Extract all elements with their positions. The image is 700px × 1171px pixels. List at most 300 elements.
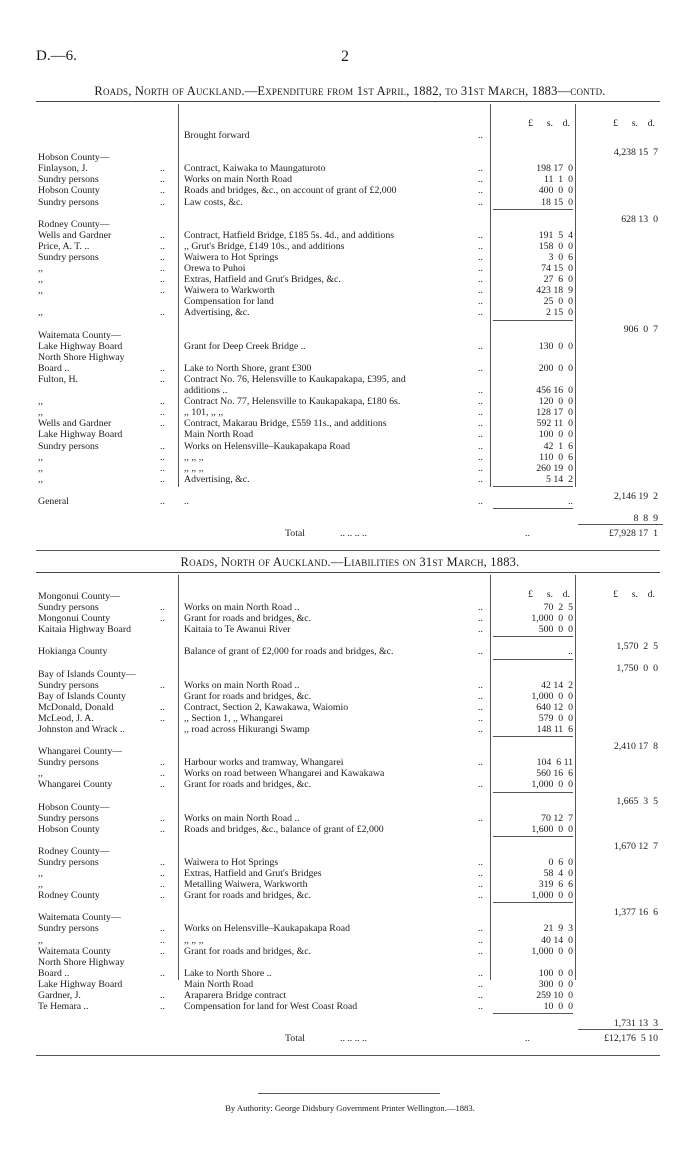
row-amount: 1,000 0 0 — [531, 779, 573, 791]
leader-dots: .. — [160, 285, 165, 297]
subtotal: 1,731 13 3 — [613, 1018, 658, 1030]
row-amount: 11 1 0 — [543, 174, 573, 186]
leader-dots: .. — [160, 462, 165, 474]
row-amount: 640 12 0 — [536, 701, 573, 713]
leader-dots: .. — [478, 396, 483, 408]
leader-dots: .. — [478, 296, 483, 308]
column-rule-amount-total — [575, 575, 576, 980]
row-description: Law costs, &c. — [184, 196, 243, 208]
row-description: Compensation for land — [184, 296, 274, 308]
col-head-shillings-total: s. — [631, 118, 638, 129]
row-name: Sundry persons — [38, 251, 99, 263]
row-name: Rodney County— — [38, 218, 110, 230]
row-name: Sundry persons — [38, 923, 99, 935]
row-amount: 1,000 0 0 — [531, 890, 573, 902]
row-description: Contract, Kaiwaka to Maungaturoto — [184, 163, 326, 175]
leader-dots: .. — [160, 473, 165, 485]
row-name: Kaitaia Highway Board — [38, 624, 132, 636]
row-name: Wells and Gardner — [38, 418, 112, 430]
total-rule — [578, 1029, 663, 1030]
row-description: Compensation for land for West Coast Road — [184, 1001, 358, 1013]
leader-dots: .. — [160, 779, 165, 791]
leader-dots: .. — [160, 712, 165, 724]
row-name: Waitemata County— — [38, 329, 121, 341]
leader-dots: .. — [160, 440, 165, 452]
subtotal-rule — [493, 1013, 573, 1014]
row-name: Waitemata County — [38, 945, 111, 957]
row-name: McLeod, J. A. — [38, 712, 94, 724]
subtotal-rule — [493, 792, 573, 793]
row-amount: 70 12 7 — [541, 812, 573, 824]
leader-dots: .. — [478, 451, 483, 463]
leader-dots: .. — [160, 240, 165, 252]
row-name: Fulton, H. — [38, 373, 79, 385]
subtotal: 1,377 16 6 — [613, 907, 658, 919]
row-description: ,, ,, ,, — [184, 934, 204, 946]
row-description: Grant for roads and bridges, &c. — [184, 613, 312, 625]
bottom-rule — [36, 1055, 660, 1056]
subtotal-rule — [493, 902, 573, 903]
row-amount: 2 15 0 — [546, 307, 573, 319]
col-head-pence: d. — [562, 589, 570, 600]
printer-imprint: By Authority: George Didsbury Government Printer Wellington.—1883. — [225, 1103, 475, 1113]
row-description: .. — [184, 495, 189, 507]
leader-dots: .. — [478, 407, 483, 419]
subtotal: 628 13 0 — [621, 213, 658, 225]
row-description: Contract, Hatfield Bridge, £185 5s. 4d., and additions — [184, 229, 395, 241]
row-amount: 27 6 0 — [543, 274, 573, 286]
row-name: General — [38, 495, 70, 507]
row-amount: 579 0 0 — [538, 712, 573, 724]
total-label: Total — [285, 528, 305, 539]
leader-dots: .. — [160, 274, 165, 286]
col-head-pence-total: d. — [647, 589, 655, 600]
row-amount: 191 5 4 — [538, 229, 573, 241]
row-amount: 100 0 0 — [538, 967, 573, 979]
leader-dots: .. — [160, 823, 165, 835]
row-description: Works on road between Whangarei and Kawakawa — [184, 768, 385, 780]
row-name: Lake Highway Board — [38, 978, 123, 990]
subtotal: 4,238 15 7 — [613, 147, 658, 158]
row-description: Main North Road — [184, 429, 254, 441]
row-amount: 130 0 0 — [538, 340, 573, 352]
leader-dots: .. — [160, 418, 165, 430]
leader-dots: .. — [160, 196, 165, 208]
row-description: Metalling Waiwera, Warkworth — [184, 879, 308, 891]
row-amount: 40 14 0 — [541, 934, 573, 946]
row-name: Price, A. T. .. — [38, 240, 90, 252]
leader-dots: .. — [160, 185, 165, 197]
row-name: ,, — [38, 263, 43, 274]
subtotal-rule — [493, 636, 573, 637]
row-amount: 0 6 0 — [548, 856, 573, 868]
row-name: Sundry persons — [38, 679, 99, 691]
leader-dots: .. — [478, 868, 483, 879]
row-name: Bay of Islands County — [38, 690, 126, 702]
leader-dots: .. — [525, 528, 530, 539]
title-rule — [36, 101, 660, 102]
col-head-pounds-total: £ — [613, 118, 618, 129]
row-description: Works on Helensville–Kaukapakapa Road — [184, 923, 350, 935]
row-name: Hokianga County — [38, 646, 108, 658]
leader-dots: .. — [160, 451, 165, 463]
leader-dots: .. — [478, 646, 483, 658]
row-amount: 319 6 6 — [538, 879, 573, 891]
row-amount: 110 0 6 — [539, 451, 573, 463]
leader-dots: .. .. .. .. — [340, 1033, 367, 1045]
leader-dots: .. — [160, 945, 165, 957]
page-number: 2 — [341, 48, 349, 65]
row-description: Balance of grant of £2,000 for roads and bridges, &c. — [184, 646, 394, 658]
leader-dots: .. — [478, 879, 483, 891]
subtotal: 2,410 17 8 — [613, 741, 658, 752]
row-name: Bay of Islands County— — [38, 668, 136, 680]
row-name: Wells and Gardner — [38, 229, 112, 241]
leader-dots: .. — [478, 340, 483, 352]
leader-dots: .. — [160, 396, 165, 408]
row-name: ,, — [38, 307, 43, 319]
row-name: Sundry persons — [38, 757, 99, 769]
leader-dots: .. — [478, 274, 483, 286]
row-description: Kaitaia to Te Awanui River — [184, 624, 291, 636]
leader-dots: .. — [478, 690, 483, 702]
leader-dots: .. — [160, 856, 165, 868]
leader-dots: .. — [478, 229, 483, 241]
leader-dots: .. — [478, 418, 483, 430]
leader-dots: .. — [478, 495, 483, 507]
row-name: Sundry persons — [38, 812, 99, 824]
row-description: Lake to North Shore .. — [184, 967, 272, 979]
leader-dots: .. — [478, 251, 483, 263]
row-description: ,, 101, ,, ,, — [184, 407, 224, 419]
leader-dots: .. — [478, 978, 483, 990]
row-description: ,, ,, ,, — [184, 462, 204, 474]
leader-dots: .. — [478, 923, 483, 935]
row-description: Grant for roads and bridges, &c. — [184, 890, 312, 902]
row-description: Works on main North Road .. — [184, 812, 300, 824]
leader-dots: .. — [160, 934, 165, 946]
leader-dots: .. — [478, 890, 483, 902]
leader-dots: .. — [478, 285, 483, 297]
row-name: Board .. — [38, 967, 70, 979]
row-amount: 21 9 3 — [543, 923, 573, 935]
row-name: ,, — [38, 407, 43, 419]
leader-dots: .. — [478, 779, 483, 791]
row-amount: 1,000 0 0 — [531, 613, 573, 625]
subtotal: 1,570 2 5 — [616, 641, 658, 653]
row-description: Araparera Bridge contract — [184, 990, 287, 1001]
row-amount: 100 0 0 — [538, 429, 573, 441]
row-description: Main North Road — [184, 978, 254, 990]
leader-dots: .. — [478, 462, 483, 474]
row-description: Lake to North Shore, grant £300 — [184, 362, 312, 374]
row-amount: .. — [568, 646, 573, 658]
leader-dots: .. — [478, 385, 483, 396]
row-amount: 158 0 0 — [538, 240, 573, 252]
row-amount: 58 4 0 — [543, 868, 573, 879]
row-amount: 120 0 0 — [538, 396, 573, 408]
row-name: Gardner, J. — [38, 990, 81, 1001]
row-name: ,, — [38, 285, 43, 297]
leader-dots: .. — [525, 1033, 530, 1045]
subtotal-rule — [493, 736, 573, 737]
leader-dots: .. — [160, 967, 165, 979]
leader-dots: .. — [478, 856, 483, 868]
subtotal-rule — [493, 659, 573, 660]
leader-dots: .. — [478, 945, 483, 957]
col-head-pence: d. — [562, 118, 570, 129]
leader-dots: .. — [478, 613, 483, 625]
row-name: Mongonui County — [38, 613, 111, 625]
leader-dots: .. — [478, 196, 483, 208]
row-amount: 200 0 0 — [538, 362, 573, 374]
leader-dots: .. — [478, 307, 483, 319]
row-name: Lake Highway Board — [38, 429, 123, 441]
row-name: Hobson County— — [38, 801, 110, 813]
row-description: Contract, Makarau Bridge, £559 11s., and additions — [184, 418, 387, 430]
row-name: Johnston and Wrack .. — [38, 724, 125, 735]
row-name: Mongonui County— — [38, 591, 120, 602]
row-name: Rodney County — [38, 890, 100, 902]
row-amount: 1,000 0 0 — [531, 690, 573, 702]
document-reference: D.—6. — [36, 48, 77, 64]
leader-dots: .. — [478, 812, 483, 824]
leader-dots: .. — [478, 429, 483, 441]
leader-dots: .. — [160, 757, 165, 769]
leader-dots: .. — [478, 990, 483, 1001]
leader-dots: .. — [478, 163, 483, 175]
total-rule — [578, 524, 663, 525]
col-head-shillings: s. — [546, 589, 553, 600]
row-description: Roads and bridges, &c., balance of grant of £2,000 — [184, 823, 384, 835]
row-description: Brought forward — [184, 130, 250, 141]
row-amount: 500 0 0 — [538, 624, 573, 636]
leader-dots: .. — [160, 1001, 165, 1013]
row-name: Hobson County— — [38, 152, 110, 164]
row-name: ,, — [38, 462, 43, 474]
row-amount: 423 18 9 — [536, 285, 573, 297]
subtotal: 1,665 3 5 — [616, 796, 658, 808]
row-amount: 400 0 0 — [538, 185, 573, 197]
leader-dots: .. — [478, 701, 483, 713]
leader-dots: .. — [478, 185, 483, 197]
row-name: ,, — [38, 451, 43, 463]
leader-dots: .. — [160, 613, 165, 625]
leader-dots: .. — [160, 362, 165, 374]
col-head-pounds-total: £ — [613, 589, 618, 600]
row-description: Extras, Hatfield and Grut's Bridges — [184, 868, 322, 879]
row-description: Contract, Section 2, Kawakawa, Waiomio — [184, 701, 349, 713]
row-amount: 5 14 2 — [546, 473, 573, 485]
bottom-rule — [36, 550, 660, 551]
col-head-shillings-total: s. — [631, 589, 638, 600]
leader-dots: .. — [478, 724, 483, 735]
row-description: additions .. — [184, 385, 228, 396]
leader-dots: .. — [478, 240, 483, 252]
row-name: ,, — [38, 396, 43, 408]
row-name: Sundry persons — [38, 602, 99, 614]
row-name: Lake Highway Board — [38, 340, 123, 352]
leader-dots: .. — [478, 1001, 483, 1013]
liabilities-title: Roads, North of Auckland.—Liabilities on 31st March, 1883. — [180, 555, 520, 569]
row-amount: 70 2 5 — [543, 602, 573, 614]
leader-dots: .. — [478, 602, 483, 614]
row-name: Whangarei County — [38, 779, 113, 791]
subtotal: 1,750 0 0 — [616, 663, 658, 675]
row-name: ,, — [38, 879, 43, 891]
row-description: ,, Grut's Bridge, £149 10s., and additions — [184, 240, 345, 252]
row-amount: 10 0 0 — [543, 1001, 573, 1013]
row-description: Grant for roads and bridges, &c. — [184, 945, 312, 957]
row-description: Works on Helensville–Kaukapakapa Road — [184, 440, 350, 452]
leader-dots: .. — [160, 990, 165, 1001]
row-description: Extras, Hatfield and Grut's Bridges, &c. — [184, 274, 341, 286]
subtotal-rule — [493, 508, 573, 509]
expenditure-title: Roads, North of Auckland.—Expenditure from 1st April, 1882, to 31st March, 1883—contd. — [94, 84, 606, 98]
row-name: Sundry persons — [38, 196, 99, 208]
row-name: Finlayson, J. — [38, 163, 88, 175]
col-head-shillings: s. — [546, 118, 553, 129]
leader-dots: .. — [160, 229, 165, 241]
subtotal: 8 8 9 — [633, 512, 658, 524]
leader-dots: .. — [478, 362, 483, 374]
row-description: Orewa to Puhoi — [184, 263, 246, 274]
leader-dots: .. — [478, 263, 483, 274]
row-description: Advertising, &c. — [184, 307, 250, 319]
row-name: McDonald, Donald — [38, 701, 114, 713]
row-amount: 1,000 0 0 — [531, 945, 573, 957]
subtotal: 2,146 19 2 — [613, 490, 658, 502]
leader-dots: .. — [160, 868, 165, 879]
leader-dots: .. — [160, 373, 165, 385]
row-name: Waitemata County— — [38, 912, 121, 924]
row-name: ,, — [38, 934, 43, 946]
row-amount: 198 17 0 — [536, 163, 573, 175]
leader-dots: .. — [478, 624, 483, 636]
row-amount: 128 17 0 — [536, 407, 573, 419]
leader-dots: .. — [478, 473, 483, 485]
row-name: Sundry persons — [38, 440, 99, 452]
row-name: Sundry persons — [38, 856, 99, 868]
row-amount: 3 0 6 — [548, 251, 573, 263]
row-description: ,, ,, ,, — [184, 451, 204, 463]
row-description: Grant for roads and bridges, &c. — [184, 779, 312, 791]
row-amount: 560 16 6 — [536, 768, 573, 780]
leader-dots: .. — [160, 407, 165, 419]
row-description: Works on main North Road .. — [184, 679, 300, 691]
leader-dots: .. — [160, 812, 165, 824]
row-amount: 42 14 2 — [541, 679, 573, 691]
row-description: Works on main North Road — [184, 174, 293, 186]
total-label: Total — [285, 1033, 305, 1045]
row-name: Hobson County — [38, 823, 100, 835]
row-name: ,, — [38, 274, 43, 286]
row-amount: 25 0 0 — [543, 296, 573, 308]
subtotal: 1,670 12 7 — [613, 840, 658, 852]
row-description: Grant for roads and bridges, &c. — [184, 690, 312, 702]
row-name: ,, — [38, 768, 43, 780]
row-name: ,, — [38, 868, 43, 879]
row-description: Waiwera to Hot Springs — [184, 856, 279, 868]
leader-dots: .. — [160, 263, 165, 274]
column-rule-amount-total — [575, 104, 576, 487]
row-amount: 1,600 0 0 — [531, 823, 573, 835]
row-description: Harbour works and tramway, Whangarei — [184, 757, 344, 769]
row-name: ,, — [38, 473, 43, 485]
leader-dots: .. — [478, 130, 483, 141]
row-description: Contract No. 76, Helensville to Kaukapakapa, £395, and — [184, 373, 406, 385]
row-amount: 148 11 6 — [536, 724, 573, 735]
col-head-pence-total: d. — [647, 118, 655, 129]
row-description: Contract No. 77, Helensville to Kaukapakapa, £180 6s. — [184, 396, 401, 408]
subtotal-rule — [493, 486, 573, 487]
row-amount: 592 11 0 — [536, 418, 573, 430]
leader-dots: .. — [478, 679, 483, 691]
row-description: Waiwera to Warkworth — [184, 285, 275, 297]
leader-dots: .. — [478, 934, 483, 946]
leader-dots: .. — [160, 879, 165, 891]
leader-dots: .. — [478, 967, 483, 979]
row-name: Te Hemara .. — [38, 1001, 89, 1013]
leader-dots: .. — [160, 163, 165, 175]
leader-dots: .. .. .. .. — [340, 528, 367, 539]
leader-dots: .. — [160, 307, 165, 319]
leader-dots: .. — [478, 440, 483, 452]
row-description: Works on main North Road .. — [184, 602, 300, 614]
leader-dots: .. — [478, 757, 483, 769]
subtotal-rule — [493, 209, 573, 210]
leader-dots: .. — [160, 251, 165, 263]
leader-dots: .. — [478, 174, 483, 186]
title-rule-2 — [36, 572, 660, 573]
row-name: Hobson County — [38, 185, 100, 197]
row-amount: .. — [568, 495, 573, 507]
row-description: Roads and bridges, &c., on account of grant of £2,000 — [184, 185, 397, 197]
subtotal-rule — [493, 320, 573, 321]
footer-rule — [258, 1093, 440, 1094]
row-name: North Shore Highway — [38, 956, 125, 968]
row-name: Rodney County— — [38, 845, 110, 857]
row-amount: 300 0 0 — [538, 978, 573, 990]
subtotal: 906 0 7 — [623, 324, 658, 336]
row-description: Waiwera to Hot Springs — [184, 251, 279, 263]
subtotal-rule — [493, 836, 573, 837]
col-head-pounds: £ — [528, 589, 533, 600]
leader-dots: .. — [160, 679, 165, 691]
row-description: Grant for Deep Creek Bridge .. — [184, 340, 306, 352]
row-amount: 42 1 6 — [543, 440, 573, 452]
col-head-pounds: £ — [528, 118, 533, 129]
row-description: ,, road across Hikurangi Swamp — [184, 724, 310, 735]
row-amount: 260 19 0 — [536, 462, 573, 474]
leader-dots: .. — [478, 712, 483, 724]
grand-total b: £12,176 5 10 — [604, 1033, 658, 1045]
grand-total b: £7,928 17 1 — [609, 528, 658, 539]
row-amount: 259 10 0 — [536, 990, 573, 1001]
leader-dots: .. — [160, 890, 165, 902]
row-amount: 456 16 0 — [536, 385, 573, 396]
row-description: Advertising, &c. — [184, 473, 250, 485]
leader-dots: .. — [160, 701, 165, 713]
leader-dots: .. — [160, 174, 165, 186]
leader-dots: .. — [160, 923, 165, 935]
leader-dots: .. — [160, 495, 165, 507]
row-description: ,, Section 1, ,, Whangarei — [184, 712, 284, 724]
row-name: Board .. — [38, 362, 70, 374]
leader-dots: .. — [160, 602, 165, 614]
leader-dots: .. — [160, 768, 165, 780]
row-name: North Shore Highway — [38, 351, 125, 363]
